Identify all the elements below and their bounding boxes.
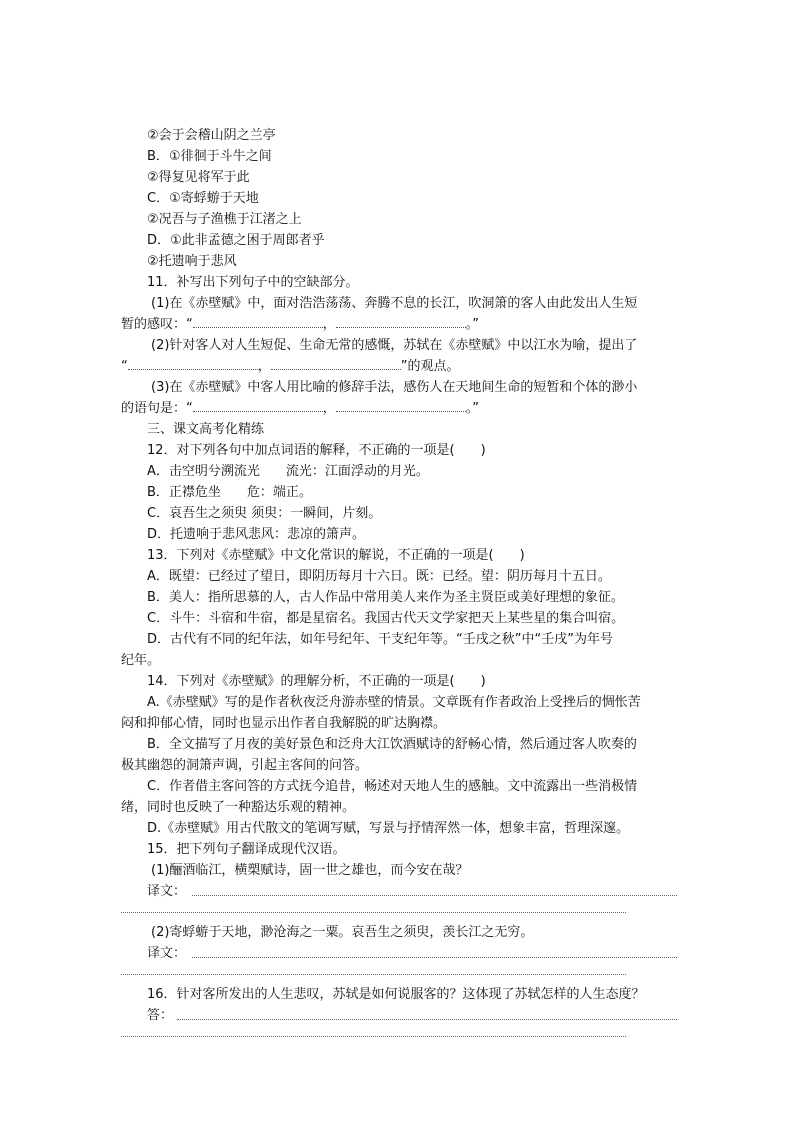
question-11-2-blanks: “ ， ”的观点。: [121, 356, 677, 377]
question-15-1: (1)酾酒临江，横槊赋诗，固一世之雄也，而今安在哉？: [151, 863, 469, 878]
option-b: B．全文描写了月夜的美好景色和泛舟大江饮酒赋诗的舒畅心情，然后通过客人吹奏的: [147, 737, 637, 752]
option-text: ②况吾与子渔樵于江渚之上: [147, 212, 302, 227]
dotted-line: [192, 957, 677, 958]
question-11-3: (3)在《赤壁赋》中客人用比喻的修辞手法，感伤人在天地间生命的短暂和个体的渺小: [151, 380, 638, 395]
answer-line[interactable]: [147, 1005, 677, 1026]
question-14-title: 14．下列对《赤壁赋》的理解分析，不正确的一项是( ): [147, 674, 486, 689]
dotted-line: [177, 1019, 677, 1020]
question-11-title: 11．补写出下列句子中的空缺部分。: [147, 275, 359, 290]
option-d: D．古代有不同的纪年法，如年号纪年、干支纪年等。“壬戌之秋”中“壬戌”为年号: [147, 632, 613, 647]
question-13-title: 13．下列对《赤壁赋》中文化常识的解说，不正确的一项是( ): [147, 548, 525, 563]
option-a: A．既望：已经过了望日，即阴历每月十六日。既：已经。望：阴历每月十五日。: [147, 569, 611, 584]
option-a-cont: 闷和抑郁心情，同时也显示出作者自我解脱的旷达胸襟。: [121, 716, 447, 731]
option-d: D．托遗响于悲风悲风：悲凉的箫声。: [147, 527, 366, 542]
option-text: C．①寄蜉蝣于天地: [147, 191, 259, 206]
fill-blank[interactable]: [193, 398, 323, 412]
option-text: B．①徘徊于斗牛之间: [147, 149, 272, 164]
option-c: C．哀吾生之须臾 须臾：一瞬间，片刻。: [147, 506, 382, 521]
answer-line-2[interactable]: [121, 1026, 677, 1046]
answer-label: 答：: [147, 1008, 174, 1023]
dotted-line: [121, 912, 626, 913]
question-11-2: (2)针对客人对人生短促、生命无常的感慨，苏轼在《赤壁赋》中以江水为喻，提出了: [151, 338, 638, 353]
question-11-1: (1)在《赤壁赋》中，面对浩浩荡荡、奔腾不息的长江，吹洞箫的客人由此发出人生短: [151, 296, 638, 311]
option-c-cont: 绪，同时也反映了一种豁达乐观的精神。: [121, 800, 356, 815]
dotted-line: [121, 974, 626, 975]
option-c: C．作者借主客问答的方式抚今追昔，畅述对天地人生的感触。文中流露出一些消极情: [147, 779, 638, 794]
answer-line-2[interactable]: [121, 902, 677, 922]
option-b-cont: 极其幽怨的洞箫声调，引起主客间的问答。: [121, 758, 369, 773]
fill-blank[interactable]: [128, 356, 258, 370]
fill-blank[interactable]: [336, 314, 466, 328]
option-b: B．正襟危坐 危：端正。: [147, 485, 312, 500]
fill-blank[interactable]: [336, 398, 466, 412]
dotted-line: [192, 895, 677, 896]
translation-label: 译文：: [147, 884, 187, 899]
answer-line[interactable]: [147, 881, 677, 902]
question-11-3-blanks: 的语句是：“ ， 。”: [121, 398, 677, 419]
section-heading: 三、课文高考化精练: [147, 422, 265, 437]
fill-blank[interactable]: [271, 356, 401, 370]
question-12-title: 12．对下列各句中加点词语的解释，不正确的一项是( ): [147, 443, 486, 458]
option-text: ②得复见将军于此: [147, 170, 250, 185]
option-c: C．斗牛：斗宿和牛宿，都是星宿名。我国古代天文学家把天上某些星的集合叫宿。: [147, 611, 625, 626]
question-15-title: 15．把下列句子翻译成现代汉语。: [147, 842, 346, 857]
option-a: A.《赤壁赋》写的是作者秋夜泛舟游赤壁的情景。文章既有作者政治上受挫后的惆怅苦: [147, 695, 641, 710]
question-15-2: (2)寄蜉蝣于天地，渺沧海之一粟。哀吾生之须臾，羡长江之无穷。: [151, 925, 534, 940]
option-text: ②会于会稽山阴之兰亭: [147, 128, 276, 143]
option-text: ②托遗响于悲风: [147, 254, 237, 269]
option-a: A．击空明兮溯流光 流光：江面浮动的月光。: [147, 464, 429, 479]
option-d: D.《赤壁赋》用古代散文的笔调写赋，写景与抒情浑然一体，想象丰富，哲理深邃。: [147, 821, 630, 836]
option-text: D．①此非孟德之困于周郎者乎: [147, 233, 325, 248]
question-16-title: 16．针对客所发出的人生悲叹，苏轼是如何说服客的？这体现了苏轼怎样的人生态度？: [147, 987, 645, 1002]
option-d-cont: 纪年。: [121, 653, 161, 668]
dotted-line: [121, 1036, 626, 1037]
answer-line[interactable]: [147, 943, 677, 964]
option-b: B．美人：指所思慕的人，古人作品中常用美人来作为圣主贤臣或美好理想的象征。: [147, 590, 624, 605]
worksheet-content: [121, 125, 677, 1046]
answer-line-2[interactable]: [121, 964, 677, 984]
fill-blank[interactable]: [193, 314, 323, 328]
question-11-1-blanks: 暂的感叹：“ ， 。”: [121, 314, 677, 335]
translation-label: 译文：: [147, 946, 187, 961]
